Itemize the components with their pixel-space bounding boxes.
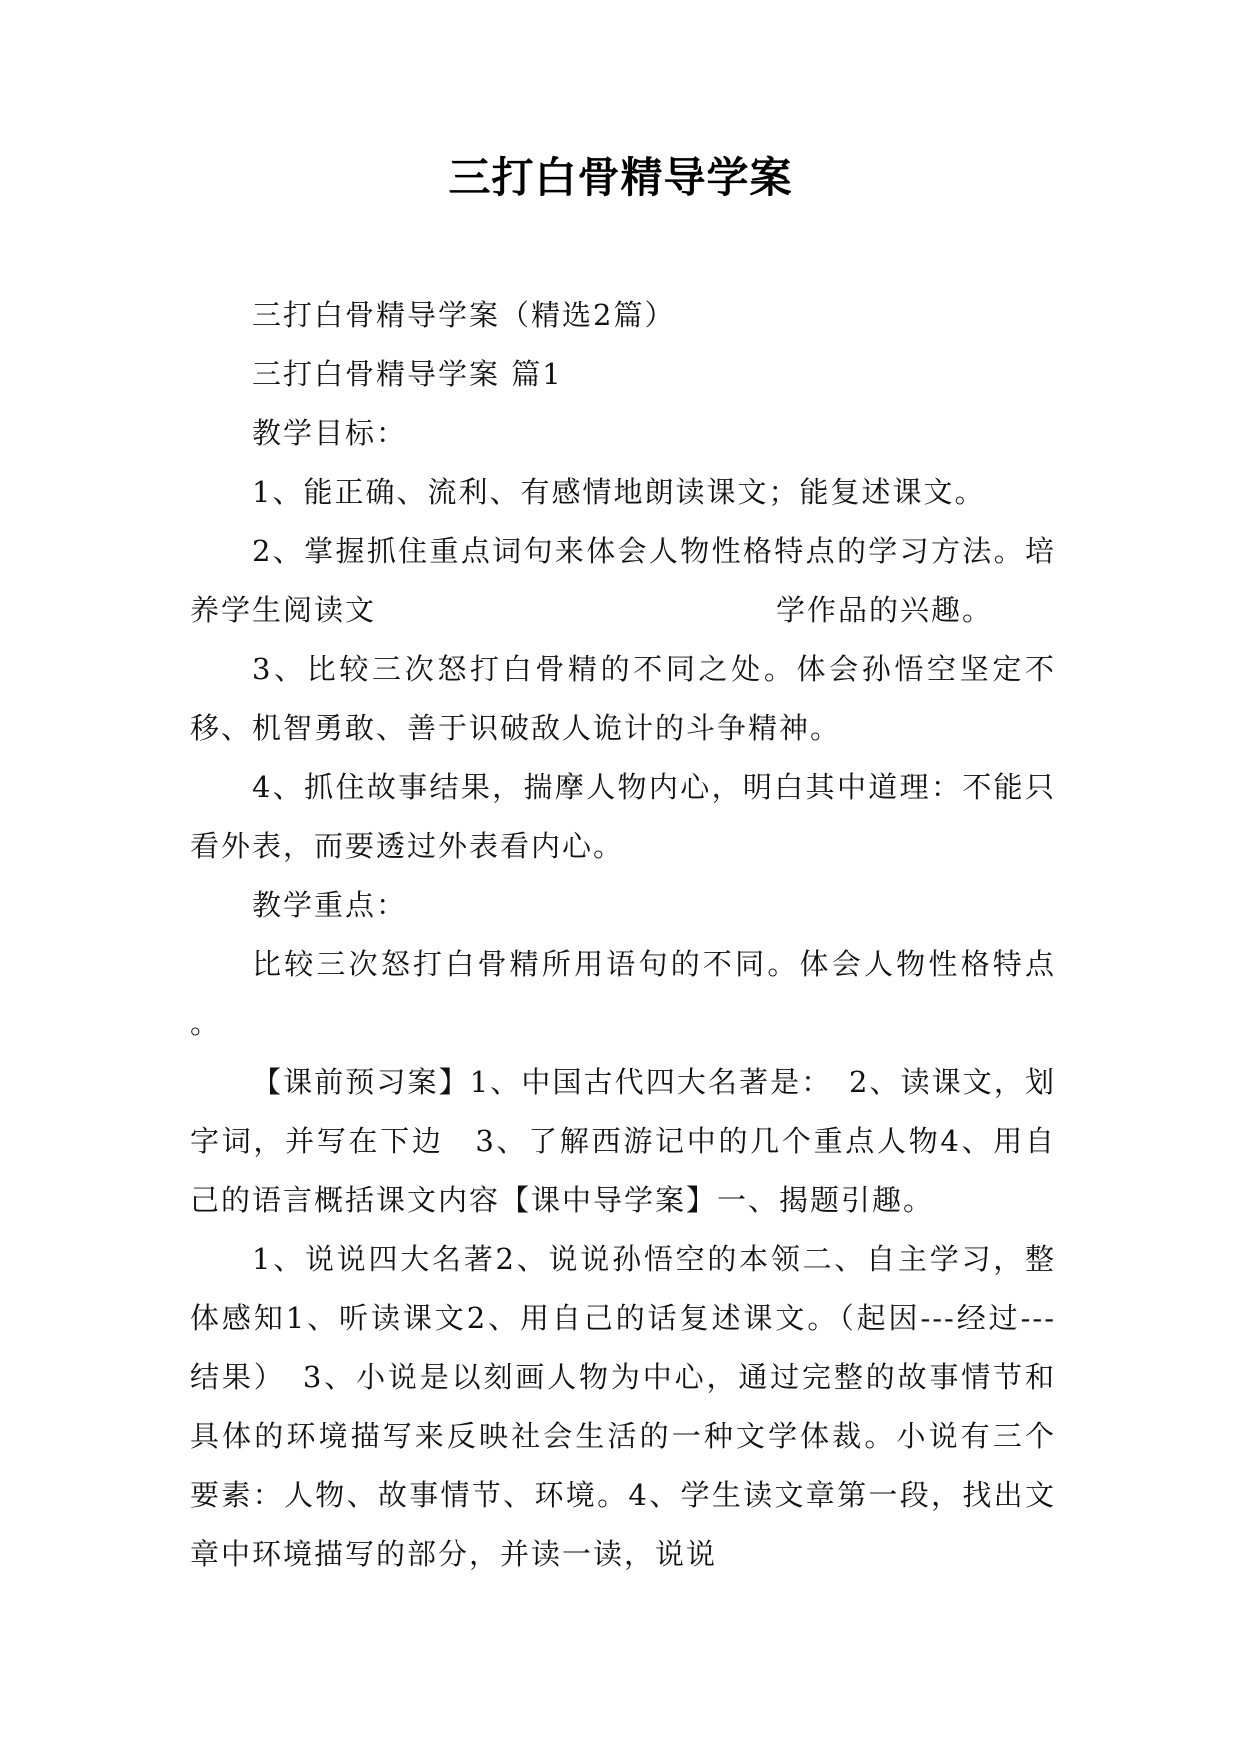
paragraph-goal-2-tail: 学作品的兴趣。 bbox=[776, 593, 994, 627]
document-body bbox=[190, 286, 1056, 1584]
paragraph-goal-3: 3、比较三次怒打白骨精的不同之处。体会孙悟空坚定不移、机智勇敢、善于识破敌人诡计的斗争精神。 bbox=[190, 652, 1056, 745]
paragraph-goal-2-text: 2、掌握抓住重点词句来体会人物性格特点的学习方法。培养学生阅读文 bbox=[190, 534, 1056, 627]
paragraph-subtitle: 三打白骨精导学案（精选2篇） bbox=[252, 298, 676, 332]
paragraph-goal-2 bbox=[190, 522, 1056, 640]
paragraph-key-points: 比较三次怒打白骨精所用语句的不同。体会人物性格特点 。 bbox=[190, 947, 1056, 1040]
paragraph-section-heading: 三打白骨精导学案 篇1 bbox=[252, 357, 563, 391]
paragraph-lesson: 1、说说四大名著2、说说孙悟空的本领二、自主学习，整体感知1、听读课文2、用自己的话复述课文。（起因---经过---结果） 3、小说是以刻画人物为中心，通过完整的故事情节和具体的环境描写来反映社会生活的一种文学体裁。小说有三个要素：人物、故事情节、环境。4、学生读文章第一段，找出文章中环境描写的部分，并读一读，说说 bbox=[190, 1242, 1056, 1571]
paragraph-goal-4: 4、抓住故事结果，揣摩人物内心，明白其中道理：不能只看外表，而要透过外表看内心。 bbox=[190, 770, 1056, 863]
paragraph-key-points-heading: 教学重点： bbox=[252, 888, 408, 922]
paragraph-teaching-goals-heading: 教学目标： bbox=[252, 416, 408, 450]
paragraph-preview: 【课前预习案】1、中国古代四大名著是： 2、读课文，划字词，并写在下边 3、了解西游记中的几个重点人物4、用自己的语言概括课文内容【课中导学案】一、揭题引趣。 bbox=[190, 1065, 1056, 1217]
document-title: 三打白骨精导学案 bbox=[448, 153, 793, 202]
paragraph-goal-1: 1、能正确、流利、有感情地朗读课文；能复述课文。 bbox=[252, 475, 986, 509]
